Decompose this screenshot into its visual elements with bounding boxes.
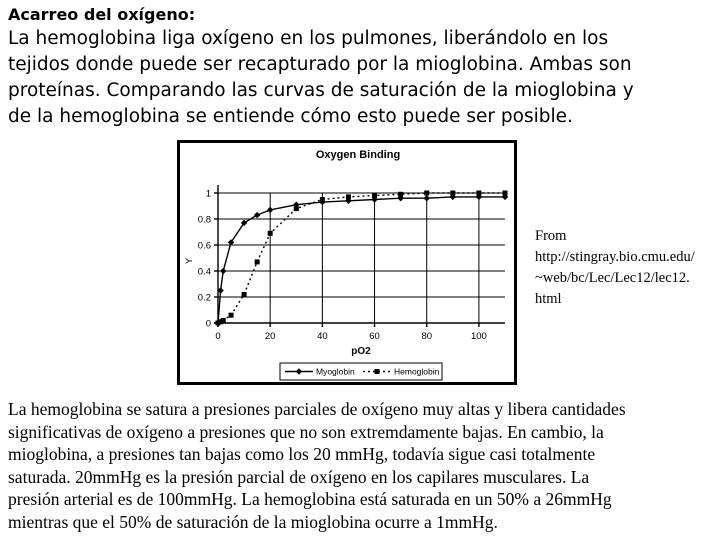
- square-marker: [476, 191, 481, 196]
- x-axis-label: pO2: [351, 346, 371, 357]
- intro-line: tejidos donde puede ser recapturado por la mioglobina. Ambas son: [8, 54, 632, 75]
- y-tick-label: 0: [205, 318, 211, 330]
- body-line: significativas de oxígeno a presiones que no son extremdamente bajas. En cambio, la: [8, 421, 604, 442]
- body-paragraph: [8, 398, 626, 533]
- oxygen-binding-chart: [177, 140, 517, 385]
- chart-canvas: [180, 143, 514, 382]
- square-marker: [372, 193, 377, 198]
- diamond-marker: [424, 195, 430, 201]
- y-tick-label: 0.2: [197, 292, 211, 304]
- square-marker: [398, 192, 403, 197]
- y-axis-label: Y: [184, 257, 195, 265]
- y-tick-label: 0.4: [197, 266, 211, 278]
- square-marker: [229, 313, 234, 318]
- chart-title: Oxygen Binding: [315, 149, 401, 161]
- page-title: Acarreo del oxígeno:: [8, 5, 196, 24]
- body-line: presión arterial es de 100mmHg. La hemoglobina está saturada en un 50% a 26mmHg: [8, 489, 612, 509]
- diamond-marker: [220, 268, 226, 274]
- y-tick-label: 1: [205, 188, 211, 200]
- legend-label: Hemoglobin: [394, 366, 440, 377]
- citation-line: From: [535, 228, 567, 244]
- diamond-marker: [267, 207, 273, 213]
- x-tick-label: 100: [470, 331, 487, 342]
- intro-line: de la hemoglobina se entiende cómo esto puede ser posible.: [8, 106, 573, 127]
- y-tick-label: 0.8: [197, 214, 211, 226]
- source-citation: [535, 226, 695, 310]
- myoglobin-line: [218, 197, 505, 323]
- square-marker: [242, 292, 247, 297]
- chart-gridlines: [218, 193, 505, 323]
- body-line: La hemoglobina se satura a presiones parciales de oxígeno muy altas y libera cantidades: [8, 399, 626, 419]
- body-line: mientras que el 50% de saturación de la mioglobina ocurre a 1mmHg.: [8, 511, 498, 532]
- hemoglobin-line: [218, 193, 505, 323]
- square-marker: [221, 318, 226, 323]
- square-marker: [346, 194, 351, 199]
- y-tick-label: 0.6: [197, 240, 211, 252]
- legend-label: Myoglobin: [316, 366, 355, 377]
- x-tick-label: 80: [421, 331, 433, 342]
- hemoglobin-series: [216, 191, 508, 326]
- citation-line: html: [535, 291, 562, 307]
- chart-legend: [280, 363, 442, 380]
- intro-paragraph: [8, 26, 634, 130]
- x-tick-label: 60: [369, 331, 380, 342]
- square-marker: [450, 191, 455, 196]
- square-marker: [503, 191, 508, 196]
- square-marker: [294, 206, 299, 211]
- citation-line: ~web/bc/Lec/Lec12/lec12.: [535, 270, 690, 286]
- body-line: mioglobina, a presiones tan bajas como los 20 mmHg, todavía sigue casi totalmente: [8, 444, 596, 464]
- square-marker: [424, 191, 429, 196]
- chart-axes: [214, 185, 505, 327]
- square-marker: [268, 231, 273, 236]
- intro-line: La hemoglobina liga oxígeno en los pulmones, liberándolo en los: [8, 28, 609, 49]
- x-tick-label: 0: [215, 331, 221, 342]
- citation-line: http://stingray.bio.cmu.edu/: [535, 249, 695, 265]
- square-marker: [255, 259, 260, 264]
- diamond-marker: [254, 212, 260, 218]
- square-marker: [375, 369, 380, 374]
- x-tick-label: 20: [264, 331, 276, 342]
- square-marker: [320, 197, 325, 202]
- x-tick-label: 40: [317, 331, 328, 342]
- body-line: saturada. 20mmHg es la presión parcial de oxígeno en los capilares musculares. La: [8, 466, 590, 487]
- intro-line: proteínas. Comparando las curvas de saturación de la mioglobina y: [8, 80, 634, 101]
